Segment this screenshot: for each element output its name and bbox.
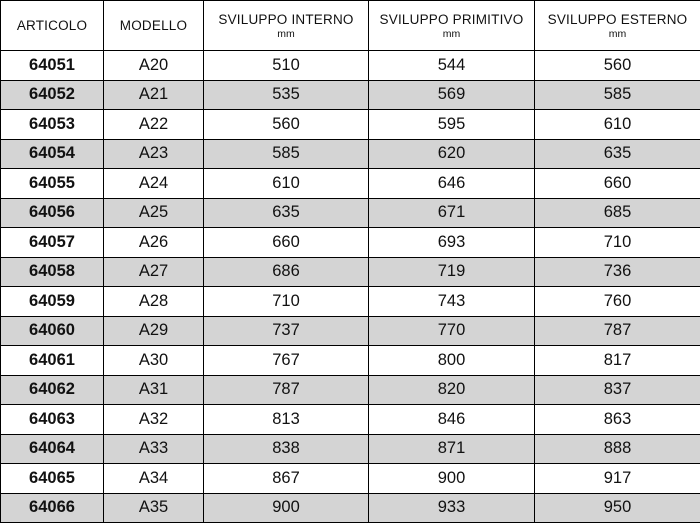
- column-header-sviluppo-esterno-unit: mm: [608, 28, 627, 41]
- cell-sviluppo-primitivo: 544: [369, 51, 535, 81]
- cell-sviluppo-esterno: 736: [535, 257, 700, 287]
- cell-modello: A34: [104, 464, 204, 494]
- table-row: [1, 169, 700, 199]
- cell-sviluppo-primitivo: 933: [369, 493, 535, 523]
- cell-sviluppo-primitivo: 743: [369, 287, 535, 317]
- table-row: [1, 110, 700, 140]
- column-header-modello-label: MODELLO: [119, 18, 188, 34]
- cell-sviluppo-primitivo: 620: [369, 139, 535, 169]
- cell-articolo: 64064: [1, 434, 104, 464]
- column-header-sviluppo-interno-label: SVILUPPO INTERNO: [218, 11, 354, 27]
- cell-sviluppo-interno: 535: [204, 80, 369, 110]
- cell-modello: A27: [104, 257, 204, 287]
- column-header-sviluppo-primitivo: [369, 1, 535, 51]
- cell-sviluppo-esterno: 560: [535, 51, 700, 81]
- cell-sviluppo-primitivo: 693: [369, 228, 535, 258]
- cell-modello: A21: [104, 80, 204, 110]
- cell-sviluppo-interno: 610: [204, 169, 369, 199]
- cell-sviluppo-primitivo: 569: [369, 80, 535, 110]
- table-row: [1, 257, 700, 287]
- column-header-sviluppo-primitivo-label: SVILUPPO PRIMITIVO: [379, 11, 524, 27]
- cell-articolo: 64051: [1, 51, 104, 81]
- cell-modello: A22: [104, 110, 204, 140]
- cell-articolo: 64053: [1, 110, 104, 140]
- cell-articolo: 64058: [1, 257, 104, 287]
- cell-sviluppo-esterno: 837: [535, 375, 700, 405]
- cell-sviluppo-interno: 867: [204, 464, 369, 494]
- column-header-sviluppo-esterno: [535, 1, 700, 51]
- cell-sviluppo-esterno: 610: [535, 110, 700, 140]
- column-header-sviluppo-interno: [204, 1, 369, 51]
- cell-sviluppo-esterno: 685: [535, 198, 700, 228]
- table-row: [1, 80, 700, 110]
- column-header-sviluppo-primitivo-unit: mm: [442, 28, 461, 41]
- table-row: [1, 51, 700, 81]
- cell-modello: A32: [104, 405, 204, 435]
- cell-articolo: 64055: [1, 169, 104, 199]
- cell-modello: A25: [104, 198, 204, 228]
- table-row: [1, 434, 700, 464]
- column-header-sviluppo-esterno-label: SVILUPPO ESTERNO: [547, 11, 688, 27]
- column-header-sviluppo-interno-unit: mm: [277, 28, 295, 41]
- cell-sviluppo-esterno: 660: [535, 169, 700, 199]
- cell-sviluppo-primitivo: 719: [369, 257, 535, 287]
- cell-modello: A23: [104, 139, 204, 169]
- cell-sviluppo-primitivo: 820: [369, 375, 535, 405]
- cell-sviluppo-interno: 767: [204, 346, 369, 376]
- cell-sviluppo-esterno: 917: [535, 464, 700, 494]
- cell-modello: A20: [104, 51, 204, 81]
- table-row: [1, 464, 700, 494]
- table-row: [1, 228, 700, 258]
- table-row: [1, 346, 700, 376]
- cell-sviluppo-interno: 787: [204, 375, 369, 405]
- cell-articolo: 64060: [1, 316, 104, 346]
- cell-sviluppo-primitivo: 646: [369, 169, 535, 199]
- cell-articolo: 64054: [1, 139, 104, 169]
- cell-sviluppo-esterno: 635: [535, 139, 700, 169]
- cell-sviluppo-esterno: 950: [535, 493, 700, 523]
- cell-articolo: 64066: [1, 493, 104, 523]
- cell-sviluppo-primitivo: 671: [369, 198, 535, 228]
- cell-sviluppo-interno: 900: [204, 493, 369, 523]
- cell-modello: A28: [104, 287, 204, 317]
- cell-sviluppo-esterno: 585: [535, 80, 700, 110]
- cell-sviluppo-esterno: 710: [535, 228, 700, 258]
- cell-sviluppo-interno: 710: [204, 287, 369, 317]
- cell-sviluppo-interno: 660: [204, 228, 369, 258]
- table-row: [1, 375, 700, 405]
- table-row: [1, 316, 700, 346]
- cell-modello: A29: [104, 316, 204, 346]
- cell-articolo: 64065: [1, 464, 104, 494]
- cell-sviluppo-interno: 635: [204, 198, 369, 228]
- cell-articolo: 64062: [1, 375, 104, 405]
- cell-sviluppo-primitivo: 595: [369, 110, 535, 140]
- cell-sviluppo-primitivo: 846: [369, 405, 535, 435]
- cell-articolo: 64059: [1, 287, 104, 317]
- cell-modello: A35: [104, 493, 204, 523]
- table-body: [1, 51, 700, 523]
- cell-modello: A26: [104, 228, 204, 258]
- cell-articolo: 64057: [1, 228, 104, 258]
- cell-articolo: 64056: [1, 198, 104, 228]
- table-row: [1, 405, 700, 435]
- cell-sviluppo-primitivo: 770: [369, 316, 535, 346]
- cell-modello: A24: [104, 169, 204, 199]
- column-header-articolo: [1, 1, 104, 51]
- cell-sviluppo-esterno: 863: [535, 405, 700, 435]
- cell-modello: A31: [104, 375, 204, 405]
- column-header-articolo-label: ARTICOLO: [16, 18, 88, 34]
- cell-articolo: 64052: [1, 80, 104, 110]
- table-header: [1, 1, 700, 51]
- cell-modello: A30: [104, 346, 204, 376]
- cell-sviluppo-primitivo: 871: [369, 434, 535, 464]
- cell-sviluppo-interno: 585: [204, 139, 369, 169]
- cell-articolo: 64061: [1, 346, 104, 376]
- cell-sviluppo-esterno: 888: [535, 434, 700, 464]
- cell-sviluppo-esterno: 787: [535, 316, 700, 346]
- table-row: [1, 139, 700, 169]
- cell-sviluppo-interno: 510: [204, 51, 369, 81]
- cell-sviluppo-interno: 560: [204, 110, 369, 140]
- cell-sviluppo-interno: 838: [204, 434, 369, 464]
- column-header-modello: [104, 1, 204, 51]
- cell-sviluppo-primitivo: 800: [369, 346, 535, 376]
- cell-articolo: 64063: [1, 405, 104, 435]
- cell-sviluppo-esterno: 760: [535, 287, 700, 317]
- cell-sviluppo-interno: 813: [204, 405, 369, 435]
- cell-sviluppo-interno: 737: [204, 316, 369, 346]
- table-row: [1, 198, 700, 228]
- table-header-row: [1, 1, 700, 51]
- cell-sviluppo-primitivo: 900: [369, 464, 535, 494]
- table-row: [1, 493, 700, 523]
- table-row: [1, 287, 700, 317]
- cell-sviluppo-interno: 686: [204, 257, 369, 287]
- cell-sviluppo-esterno: 817: [535, 346, 700, 376]
- cell-modello: A33: [104, 434, 204, 464]
